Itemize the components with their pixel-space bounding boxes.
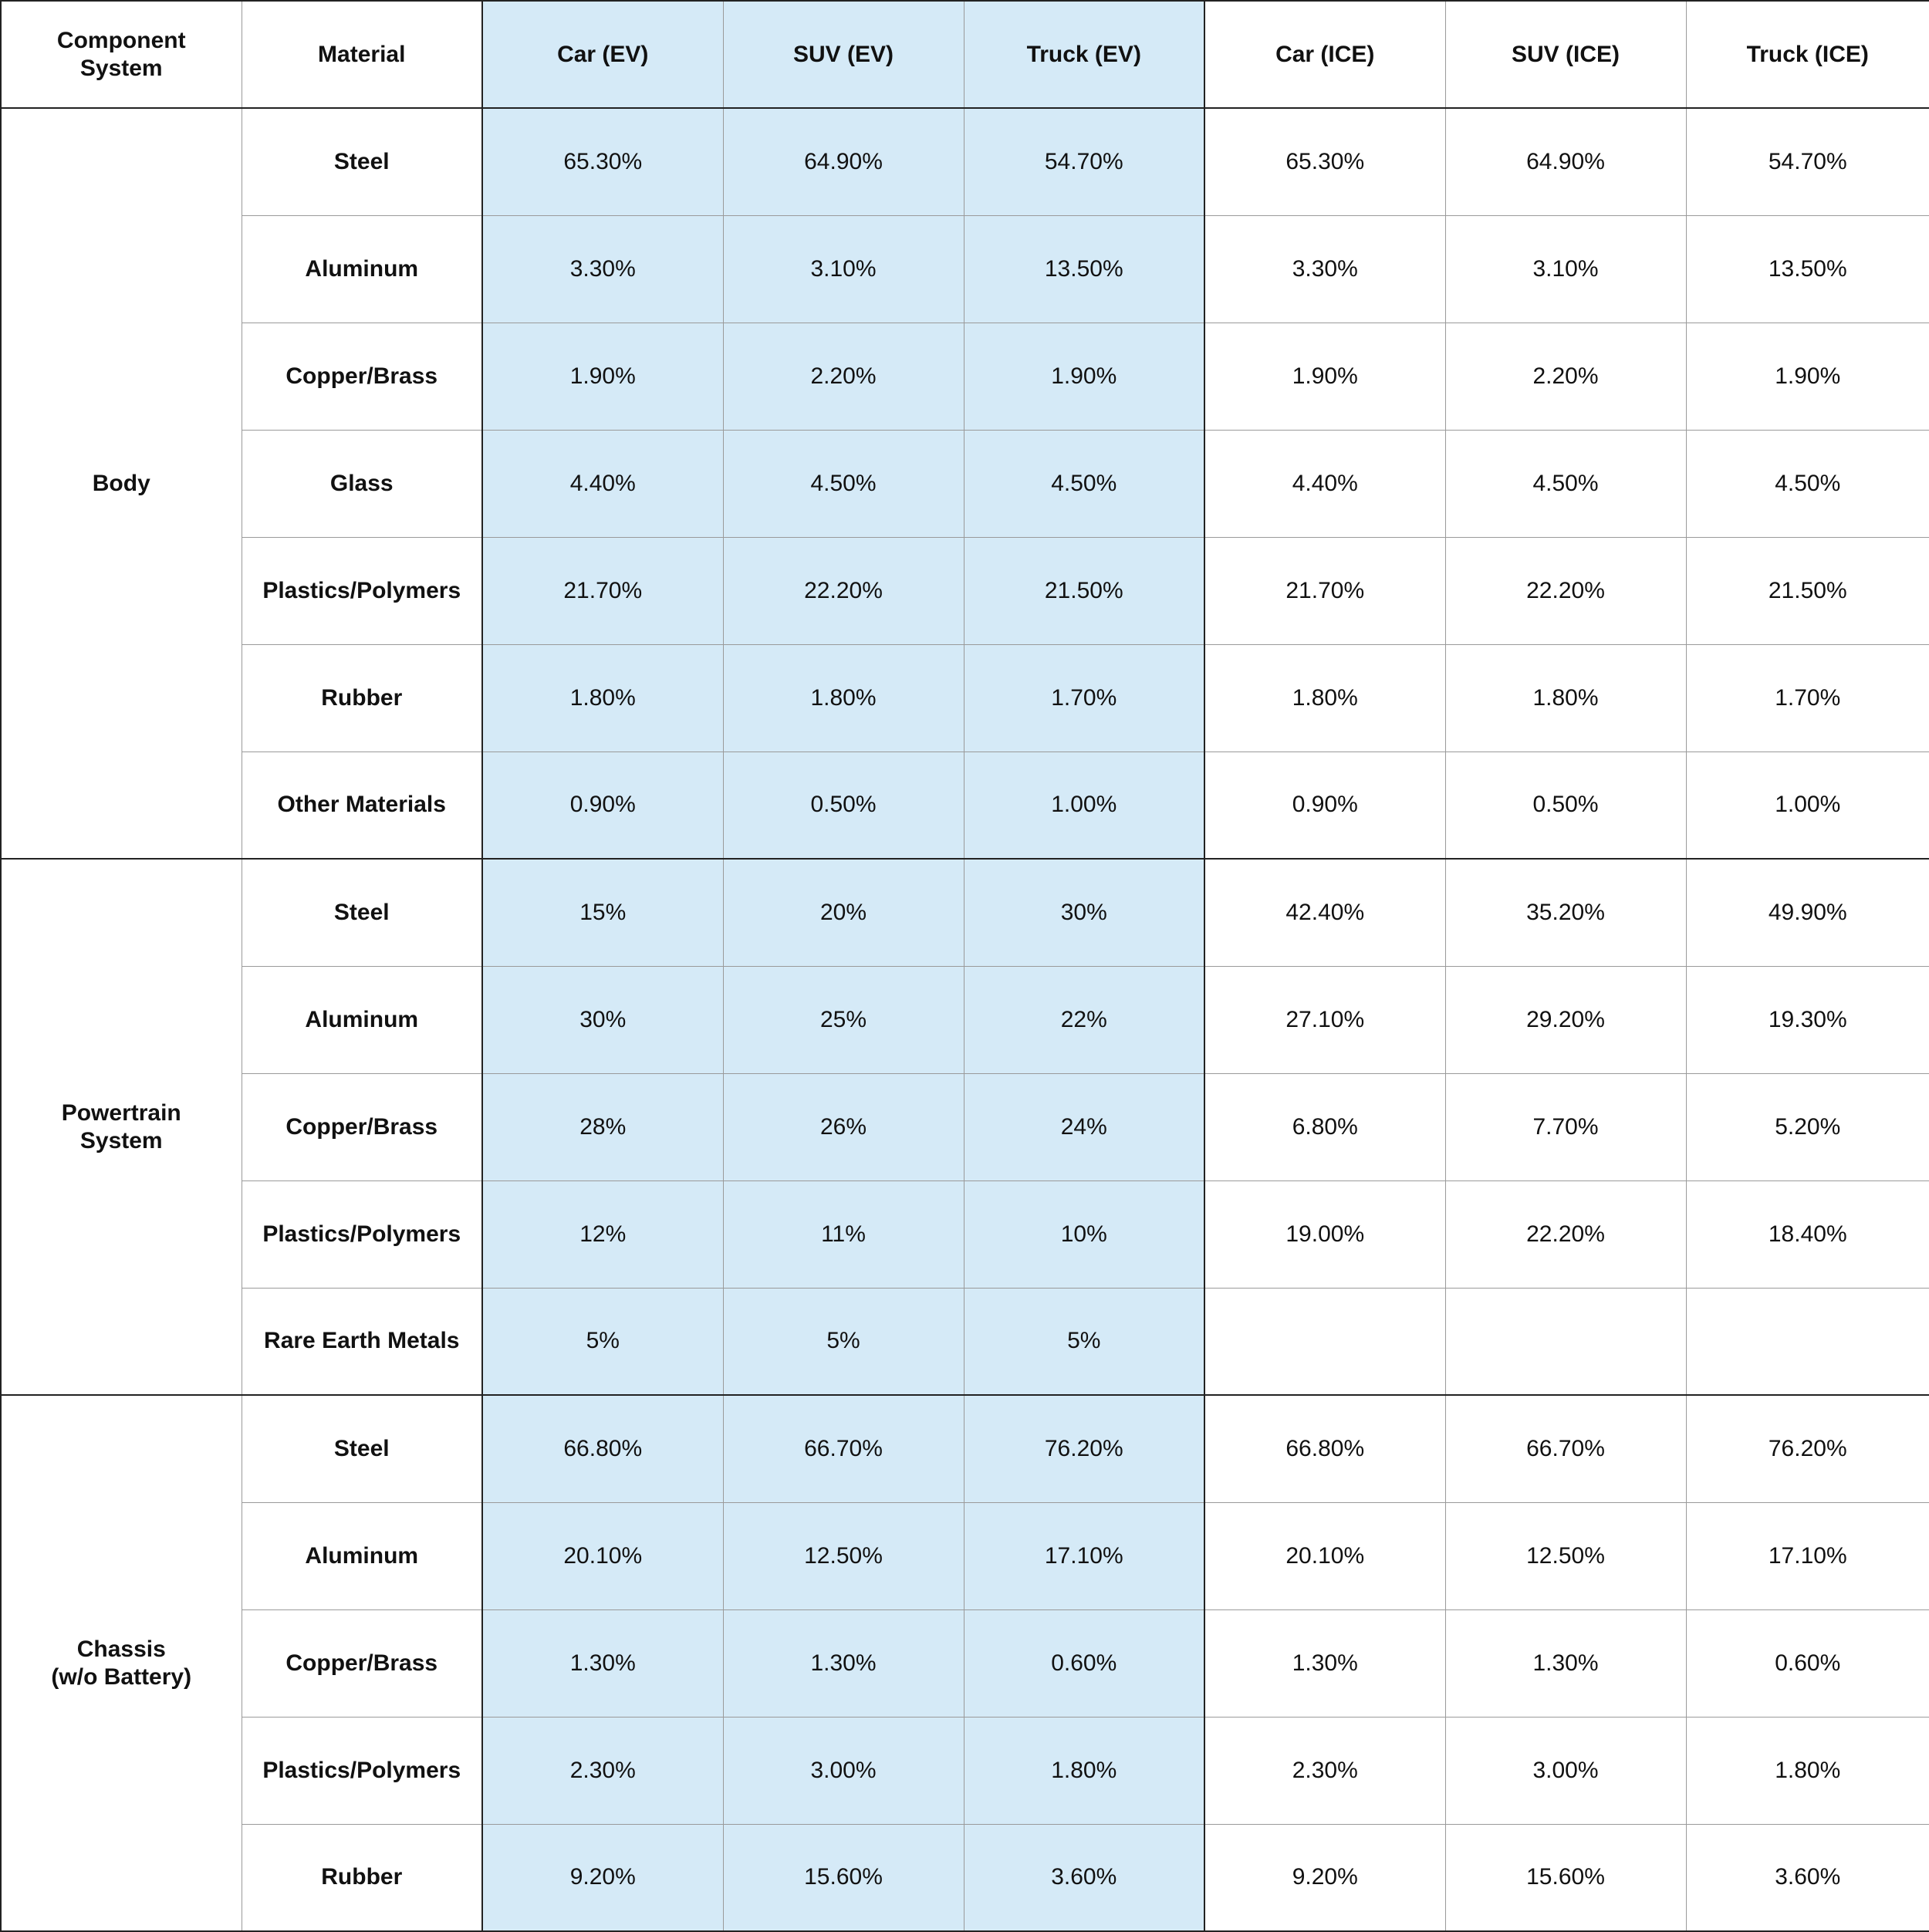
- value-cell: 1.80%: [964, 1717, 1204, 1824]
- table-row: [1, 752, 1929, 859]
- value-cell: 0.60%: [964, 1609, 1204, 1717]
- value-cell: 66.80%: [482, 1395, 723, 1502]
- material-cell: Rare Earth Metals: [242, 1288, 482, 1395]
- material-cell: Copper/Brass: [242, 1609, 482, 1717]
- value-cell: 1.70%: [1686, 644, 1929, 752]
- value-cell: 22.20%: [1445, 537, 1686, 644]
- value-cell: 1.70%: [964, 644, 1204, 752]
- material-cell: Plastics/Polymers: [242, 1717, 482, 1824]
- value-cell: 76.20%: [964, 1395, 1204, 1502]
- value-cell: 4.40%: [482, 430, 723, 537]
- table-row: [1, 1288, 1929, 1395]
- table-row: [1, 859, 1929, 966]
- value-cell: 3.10%: [1445, 215, 1686, 323]
- value-cell: [1445, 1288, 1686, 1395]
- value-cell: 22.20%: [723, 537, 964, 644]
- value-cell: 3.60%: [1686, 1824, 1929, 1931]
- material-cell: Steel: [242, 859, 482, 966]
- value-cell: 19.30%: [1686, 966, 1929, 1073]
- value-cell: 21.70%: [482, 537, 723, 644]
- value-cell: 20.10%: [1204, 1502, 1445, 1609]
- material-cell: Other Materials: [242, 752, 482, 859]
- value-cell: 1.00%: [1686, 752, 1929, 859]
- value-cell: 5%: [723, 1288, 964, 1395]
- value-cell: 66.70%: [723, 1395, 964, 1502]
- value-cell: 1.80%: [1686, 1717, 1929, 1824]
- header-material: Material: [242, 1, 482, 108]
- value-cell: 13.50%: [1686, 215, 1929, 323]
- value-cell: 10%: [964, 1180, 1204, 1288]
- value-cell: 0.60%: [1686, 1609, 1929, 1717]
- material-cell: Copper/Brass: [242, 323, 482, 430]
- value-cell: 5%: [964, 1288, 1204, 1395]
- table-row: [1, 1502, 1929, 1609]
- material-cell: Aluminum: [242, 1502, 482, 1609]
- header-car-ice: Car (ICE): [1204, 1, 1445, 108]
- value-cell: 12%: [482, 1180, 723, 1288]
- component-system-cell: Chassis (w/o Battery): [1, 1395, 242, 1931]
- value-cell: 21.50%: [964, 537, 1204, 644]
- value-cell: 1.30%: [482, 1609, 723, 1717]
- material-cell: Glass: [242, 430, 482, 537]
- table-row: [1, 108, 1929, 215]
- value-cell: 76.20%: [1686, 1395, 1929, 1502]
- value-cell: 1.90%: [1204, 323, 1445, 430]
- value-cell: 12.50%: [1445, 1502, 1686, 1609]
- table-row: [1, 1717, 1929, 1824]
- value-cell: 1.90%: [964, 323, 1204, 430]
- value-cell: 64.90%: [723, 108, 964, 215]
- table-body: [1, 108, 1929, 1931]
- header-row: [1, 1, 1929, 108]
- header-truck-ev: Truck (EV): [964, 1, 1204, 108]
- value-cell: 3.30%: [1204, 215, 1445, 323]
- value-cell: 15%: [482, 859, 723, 966]
- value-cell: 19.00%: [1204, 1180, 1445, 1288]
- value-cell: 65.30%: [1204, 108, 1445, 215]
- value-cell: 3.10%: [723, 215, 964, 323]
- component-system-cell: Powertrain System: [1, 859, 242, 1395]
- material-cell: Aluminum: [242, 966, 482, 1073]
- header-suv-ice: SUV (ICE): [1445, 1, 1686, 108]
- value-cell: 4.50%: [1445, 430, 1686, 537]
- value-cell: 1.30%: [1204, 1609, 1445, 1717]
- value-cell: 4.40%: [1204, 430, 1445, 537]
- value-cell: 21.70%: [1204, 537, 1445, 644]
- value-cell: 2.20%: [723, 323, 964, 430]
- value-cell: 17.10%: [1686, 1502, 1929, 1609]
- value-cell: 26%: [723, 1073, 964, 1180]
- value-cell: [1686, 1288, 1929, 1395]
- value-cell: 1.30%: [723, 1609, 964, 1717]
- value-cell: 4.50%: [964, 430, 1204, 537]
- table-row: [1, 966, 1929, 1073]
- value-cell: 27.10%: [1204, 966, 1445, 1073]
- value-cell: 65.30%: [482, 108, 723, 215]
- value-cell: 1.80%: [1204, 644, 1445, 752]
- header-component-system: Component System: [1, 1, 242, 108]
- value-cell: 9.20%: [482, 1824, 723, 1931]
- value-cell: 1.80%: [1445, 644, 1686, 752]
- value-cell: 49.90%: [1686, 859, 1929, 966]
- value-cell: 29.20%: [1445, 966, 1686, 1073]
- value-cell: 20.10%: [482, 1502, 723, 1609]
- value-cell: 22.20%: [1445, 1180, 1686, 1288]
- material-cell: Steel: [242, 1395, 482, 1502]
- table-row: [1, 1073, 1929, 1180]
- value-cell: 0.50%: [1445, 752, 1686, 859]
- value-cell: 35.20%: [1445, 859, 1686, 966]
- table-row: [1, 1180, 1929, 1288]
- table-row: [1, 323, 1929, 430]
- material-cell: Rubber: [242, 1824, 482, 1931]
- value-cell: 25%: [723, 966, 964, 1073]
- value-cell: 4.50%: [1686, 430, 1929, 537]
- table-row: [1, 1824, 1929, 1931]
- value-cell: [1204, 1288, 1445, 1395]
- value-cell: 9.20%: [1204, 1824, 1445, 1931]
- value-cell: 2.30%: [1204, 1717, 1445, 1824]
- value-cell: 66.80%: [1204, 1395, 1445, 1502]
- value-cell: 18.40%: [1686, 1180, 1929, 1288]
- value-cell: 0.90%: [482, 752, 723, 859]
- value-cell: 2.20%: [1445, 323, 1686, 430]
- value-cell: 30%: [482, 966, 723, 1073]
- table-row: [1, 644, 1929, 752]
- material-cell: Plastics/Polymers: [242, 1180, 482, 1288]
- value-cell: 3.30%: [482, 215, 723, 323]
- value-cell: 42.40%: [1204, 859, 1445, 966]
- value-cell: 15.60%: [1445, 1824, 1686, 1931]
- value-cell: 12.50%: [723, 1502, 964, 1609]
- value-cell: 28%: [482, 1073, 723, 1180]
- component-system-cell: Body: [1, 108, 242, 859]
- value-cell: 2.30%: [482, 1717, 723, 1824]
- material-cell: Copper/Brass: [242, 1073, 482, 1180]
- value-cell: 0.50%: [723, 752, 964, 859]
- value-cell: 0.90%: [1204, 752, 1445, 859]
- value-cell: 5.20%: [1686, 1073, 1929, 1180]
- table-row: [1, 215, 1929, 323]
- value-cell: 30%: [964, 859, 1204, 966]
- material-cell: Steel: [242, 108, 482, 215]
- value-cell: 21.50%: [1686, 537, 1929, 644]
- table-row: [1, 1609, 1929, 1717]
- value-cell: 17.10%: [964, 1502, 1204, 1609]
- header-truck-ice: Truck (ICE): [1686, 1, 1929, 108]
- value-cell: 64.90%: [1445, 108, 1686, 215]
- value-cell: 6.80%: [1204, 1073, 1445, 1180]
- value-cell: 54.70%: [1686, 108, 1929, 215]
- header-suv-ev: SUV (EV): [723, 1, 964, 108]
- value-cell: 5%: [482, 1288, 723, 1395]
- material-cell: Rubber: [242, 644, 482, 752]
- value-cell: 1.00%: [964, 752, 1204, 859]
- value-cell: 1.80%: [482, 644, 723, 752]
- value-cell: 4.50%: [723, 430, 964, 537]
- material-cell: Aluminum: [242, 215, 482, 323]
- value-cell: 11%: [723, 1180, 964, 1288]
- value-cell: 3.00%: [723, 1717, 964, 1824]
- value-cell: 15.60%: [723, 1824, 964, 1931]
- table-row: [1, 1395, 1929, 1502]
- table-row: [1, 430, 1929, 537]
- value-cell: 3.00%: [1445, 1717, 1686, 1824]
- value-cell: 1.90%: [1686, 323, 1929, 430]
- value-cell: 66.70%: [1445, 1395, 1686, 1502]
- value-cell: 22%: [964, 966, 1204, 1073]
- value-cell: 1.30%: [1445, 1609, 1686, 1717]
- value-cell: 7.70%: [1445, 1073, 1686, 1180]
- value-cell: 24%: [964, 1073, 1204, 1180]
- value-cell: 1.80%: [723, 644, 964, 752]
- header-car-ev: Car (EV): [482, 1, 723, 108]
- value-cell: 54.70%: [964, 108, 1204, 215]
- material-cell: Plastics/Polymers: [242, 537, 482, 644]
- value-cell: 13.50%: [964, 215, 1204, 323]
- table-row: [1, 537, 1929, 644]
- value-cell: 20%: [723, 859, 964, 966]
- value-cell: 3.60%: [964, 1824, 1204, 1931]
- value-cell: 1.90%: [482, 323, 723, 430]
